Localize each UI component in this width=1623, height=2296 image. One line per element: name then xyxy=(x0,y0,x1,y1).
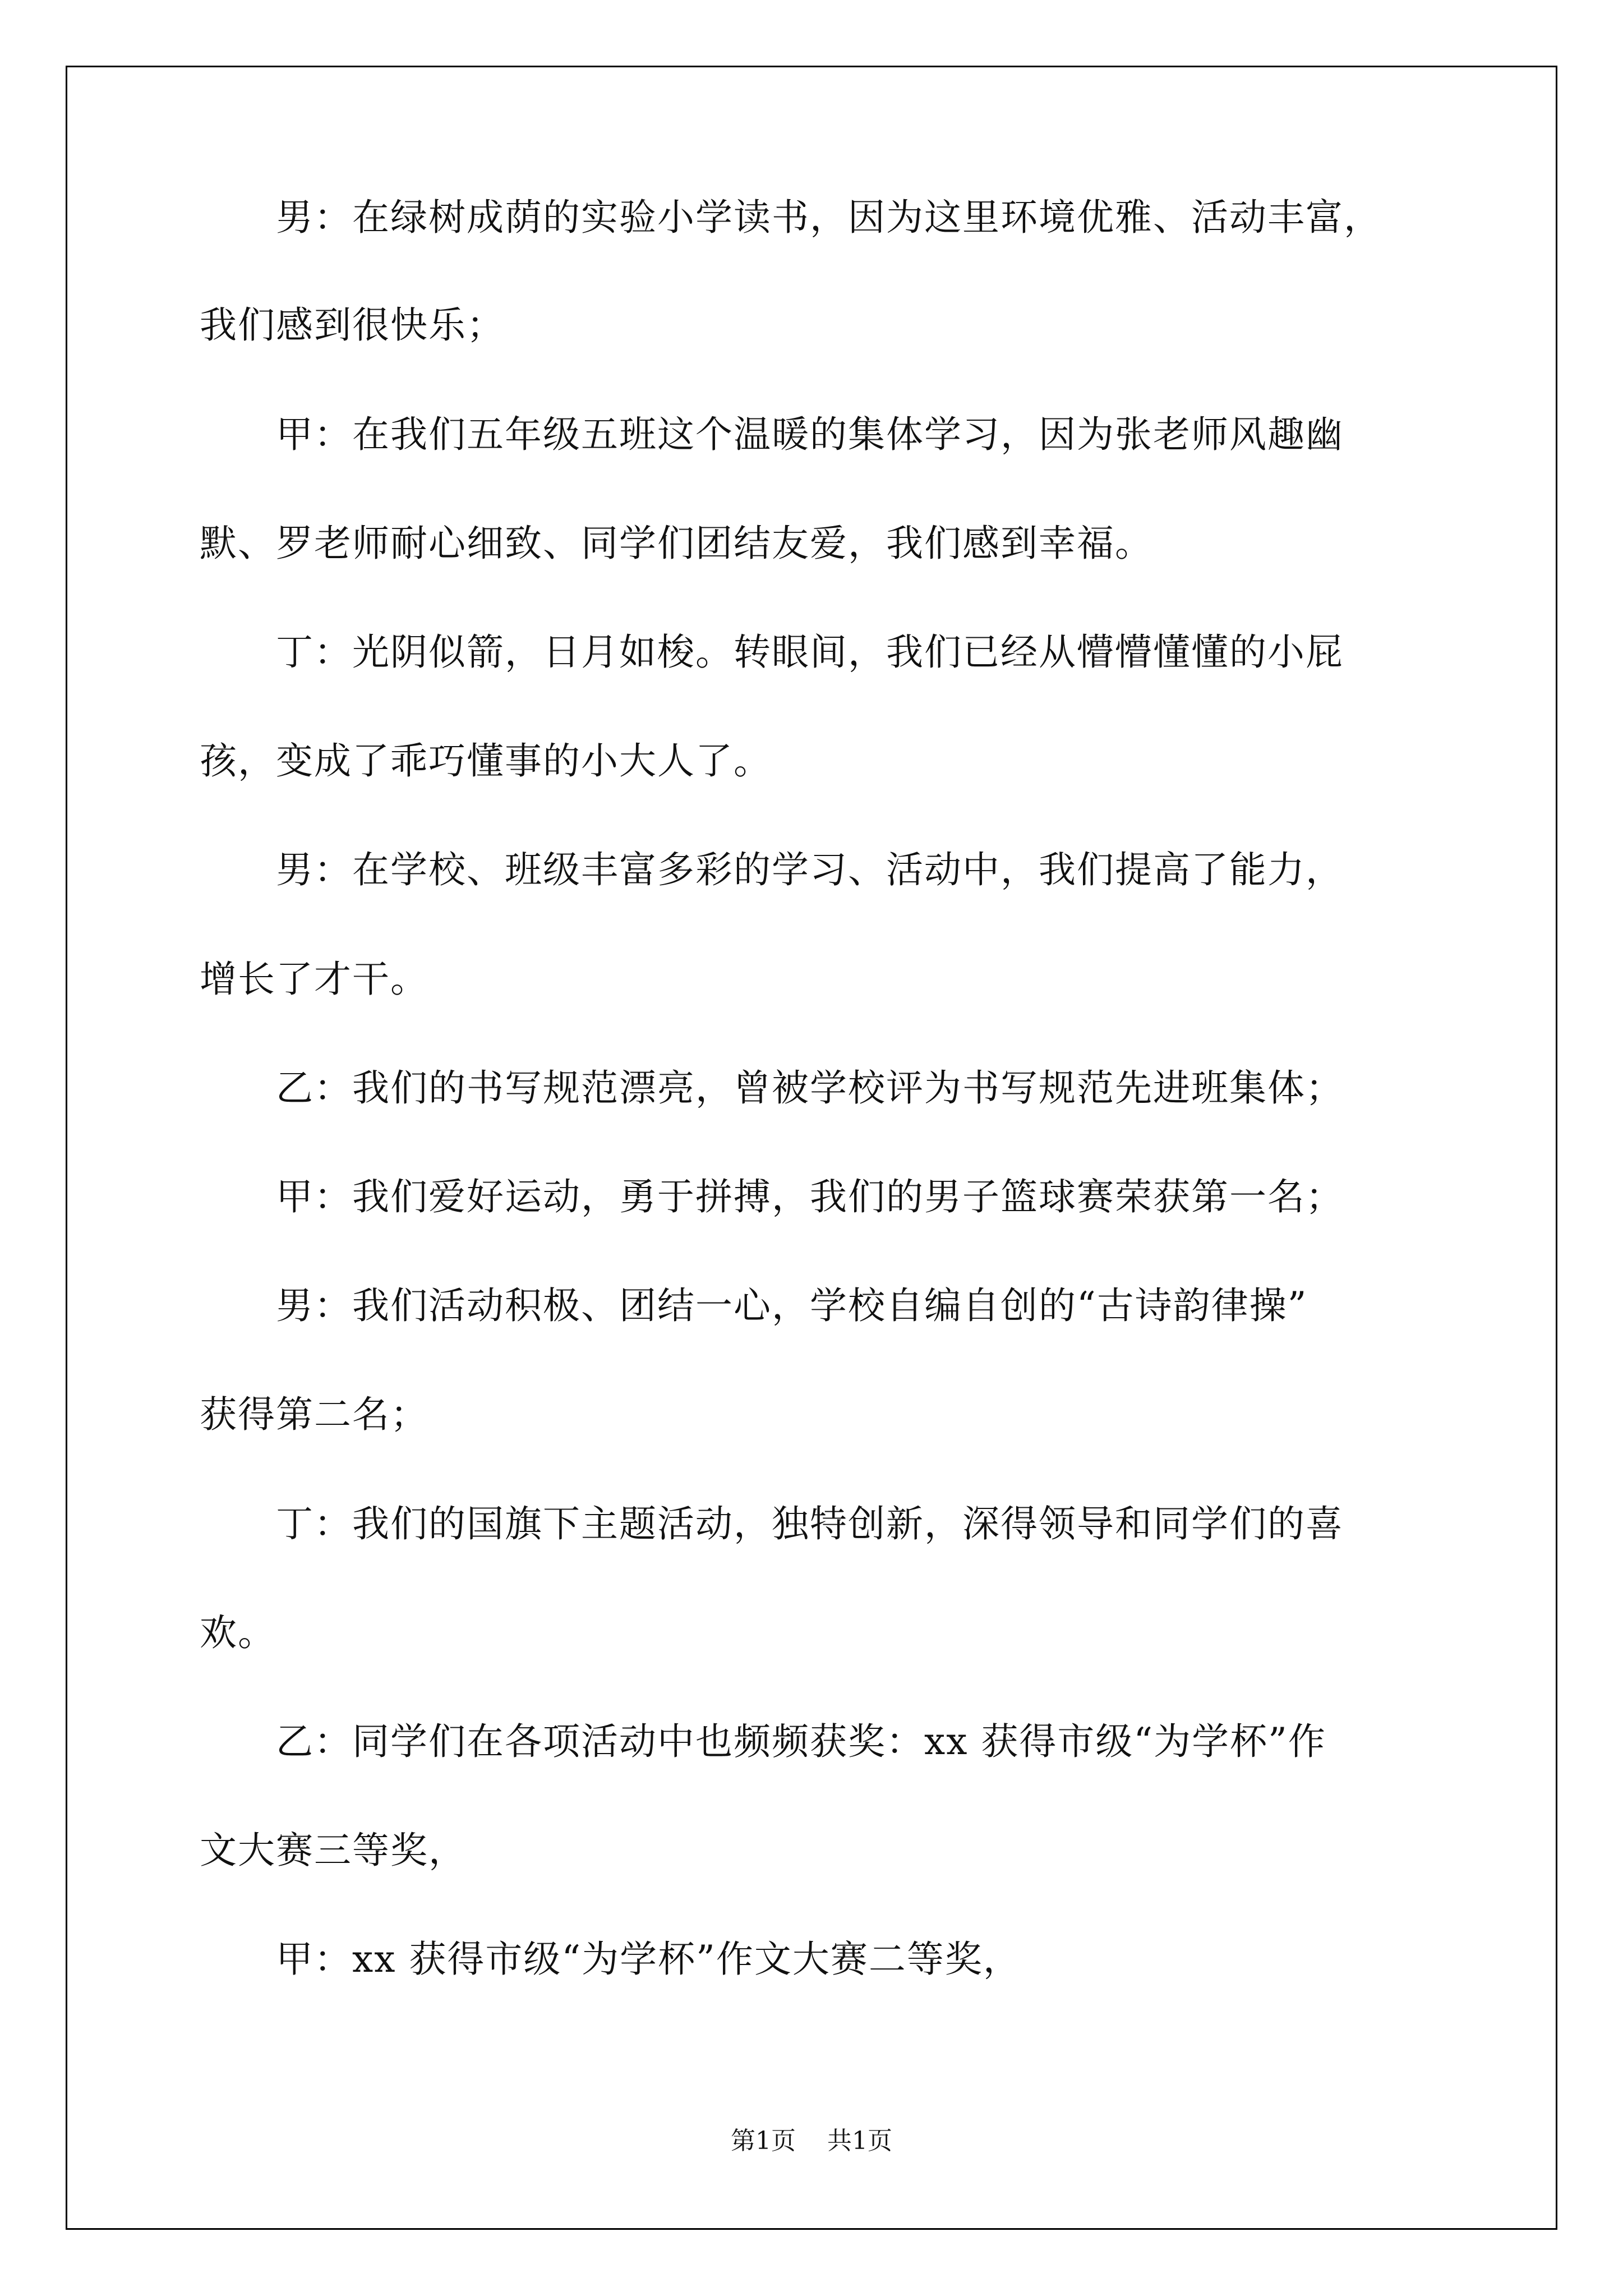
text-line: 甲：在我们五年级五班这个温暖的集体学习，因为张老师风趣幽 xyxy=(200,413,1344,456)
text-line: 乙：同学们在各项活动中也频频获奖：xx 获得市级“为学杯”作 xyxy=(200,1720,1326,1763)
text-line: 男：我们活动积极、团结一心，学校自编自创的“古诗韵律操” xyxy=(200,1284,1308,1327)
page-number-current: 第1页 xyxy=(731,2127,796,2155)
text-line: 文大赛三等奖， xyxy=(200,1829,467,1872)
text-line: 甲：xx 获得市级“为学杯”作文大赛二等奖， xyxy=(200,1938,1021,1981)
page-number-total: 共1页 xyxy=(827,2127,892,2155)
text-line: 欢。 xyxy=(200,1611,276,1654)
text-line: 增长了才干。 xyxy=(200,958,428,1001)
text-line: 我们感到很快乐； xyxy=(200,303,505,347)
footer-spacer xyxy=(796,2127,827,2155)
text-line: 男：在绿树成荫的实验小学读书，因为这里环境优雅、活动丰富， xyxy=(200,196,1382,239)
text-line: 获得第二名； xyxy=(200,1393,428,1436)
page-border xyxy=(66,66,1557,2230)
text-line: 丁：我们的国旗下主题活动，独特创新，深得领导和同学们的喜 xyxy=(200,1502,1344,1545)
text-line: 孩，变成了乖巧懂事的小大人了。 xyxy=(200,739,772,783)
text-line: 丁：光阴似箭，日月如梭。转眼间，我们已经从懵懵懂懂的小屁 xyxy=(200,631,1344,674)
text-line: 默、罗老师耐心细致、同学们团结友爱，我们感到幸福。 xyxy=(200,522,1153,565)
page-footer xyxy=(0,2128,1623,2155)
text-line: 甲：我们爱好运动，勇于拼搏，我们的男子篮球赛荣获第一名； xyxy=(200,1175,1344,1218)
text-line: 乙：我们的书写规范漂亮，曾被学校评为书写规范先进班集体； xyxy=(200,1066,1344,1110)
text-line: 男：在学校、班级丰富多彩的学习、活动中，我们提高了能力， xyxy=(200,848,1344,891)
